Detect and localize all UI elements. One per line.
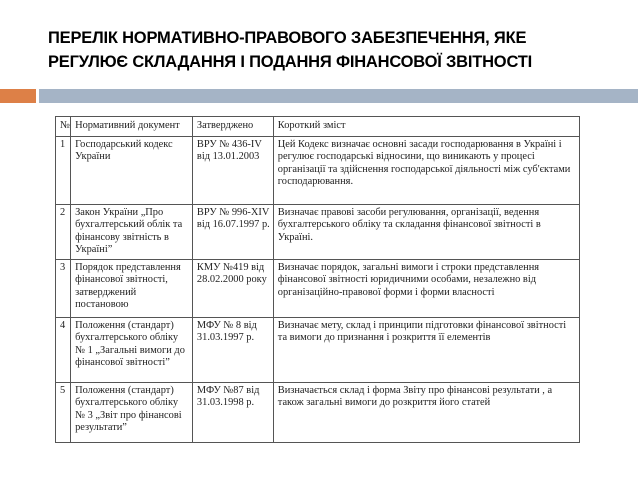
cell-document: Положення (стандарт) бухгалтерського обліку № 1 „Загальні вимоги до фінансової звітності” xyxy=(71,317,193,382)
accent-bar-right xyxy=(39,89,638,103)
header-summary: Короткий зміст xyxy=(273,117,579,137)
cell-number: 2 xyxy=(56,204,71,259)
cell-approved: ВРУ № 996-XIV від 16.07.1997 р. xyxy=(192,204,273,259)
header-document: Нормативний документ xyxy=(71,117,193,137)
cell-number: 1 xyxy=(56,136,71,204)
regulations-table-container xyxy=(55,116,580,478)
slide-title-line-1: ПЕРЕЛІК НОРМАТИВНО-ПРАВОВОГО ЗАБЕЗПЕЧЕННЯ, ЯКЕ xyxy=(48,29,527,47)
cell-document: Закон України „Про бухгалтерський облік та фінансову звітність в Україні” xyxy=(71,204,193,259)
cell-summary: Визначається склад і форма Звіту про фінансові результати , а також загальні вимоги до розкриття його статей xyxy=(273,382,579,442)
cell-summary: Визначає правові засоби регулювання, організації, ведення бухгалтерського обліку та складання фінансової звітності в Україні. xyxy=(273,204,579,259)
cell-document: Господарський кодекс України xyxy=(71,136,193,204)
header-approved: Затверджено xyxy=(192,117,273,137)
regulations-table xyxy=(55,116,580,443)
cell-number: 3 xyxy=(56,259,71,317)
cell-summary: Визначає мету, склад і принципи підготовки фінансової звітності та вимоги до признання і розкриття її елементів xyxy=(273,317,579,382)
table-row xyxy=(56,259,580,317)
cell-document: Положення (стандарт) бухгалтерського обліку № 3 „Звіт про фінансові результати” xyxy=(71,382,193,442)
slide-title-line-2: РЕГУЛЮЄ СКЛАДАННЯ І ПОДАННЯ ФІНАНСОВОЇ ЗВІТНОСТІ xyxy=(48,53,533,71)
table-row xyxy=(56,204,580,259)
accent-bar-left xyxy=(0,89,36,103)
cell-approved: ВРУ № 436-IV від 13.01.2003 xyxy=(192,136,273,204)
cell-number: 5 xyxy=(56,382,71,442)
cell-approved: МФУ № 8 від 31.03.1997 р. xyxy=(192,317,273,382)
slide-title xyxy=(48,26,608,74)
header-number: № xyxy=(56,117,71,137)
table-row xyxy=(56,136,580,204)
table-row xyxy=(56,382,580,442)
cell-summary: Цей Кодекс визначає основні засади господарювання в Україні і регулює господарські відносини, що виникають у процесі організації та здійснення господарської діяльності між суб'єктами господарювання. xyxy=(273,136,579,204)
table-row xyxy=(56,317,580,382)
cell-approved: МФУ №87 від 31.03.1998 р. xyxy=(192,382,273,442)
cell-summary: Визначає порядок, загальні вимоги і строки представлення фінансової звітності юридичними особами, незалежно від організаційно-правової форми і форми власності xyxy=(273,259,579,317)
cell-document: Порядок представлення фінансової звітності, затверджений постановою xyxy=(71,259,193,317)
cell-approved: КМУ №419 від 28.02.2000 року xyxy=(192,259,273,317)
cell-number: 4 xyxy=(56,317,71,382)
table-header-row xyxy=(56,117,580,137)
